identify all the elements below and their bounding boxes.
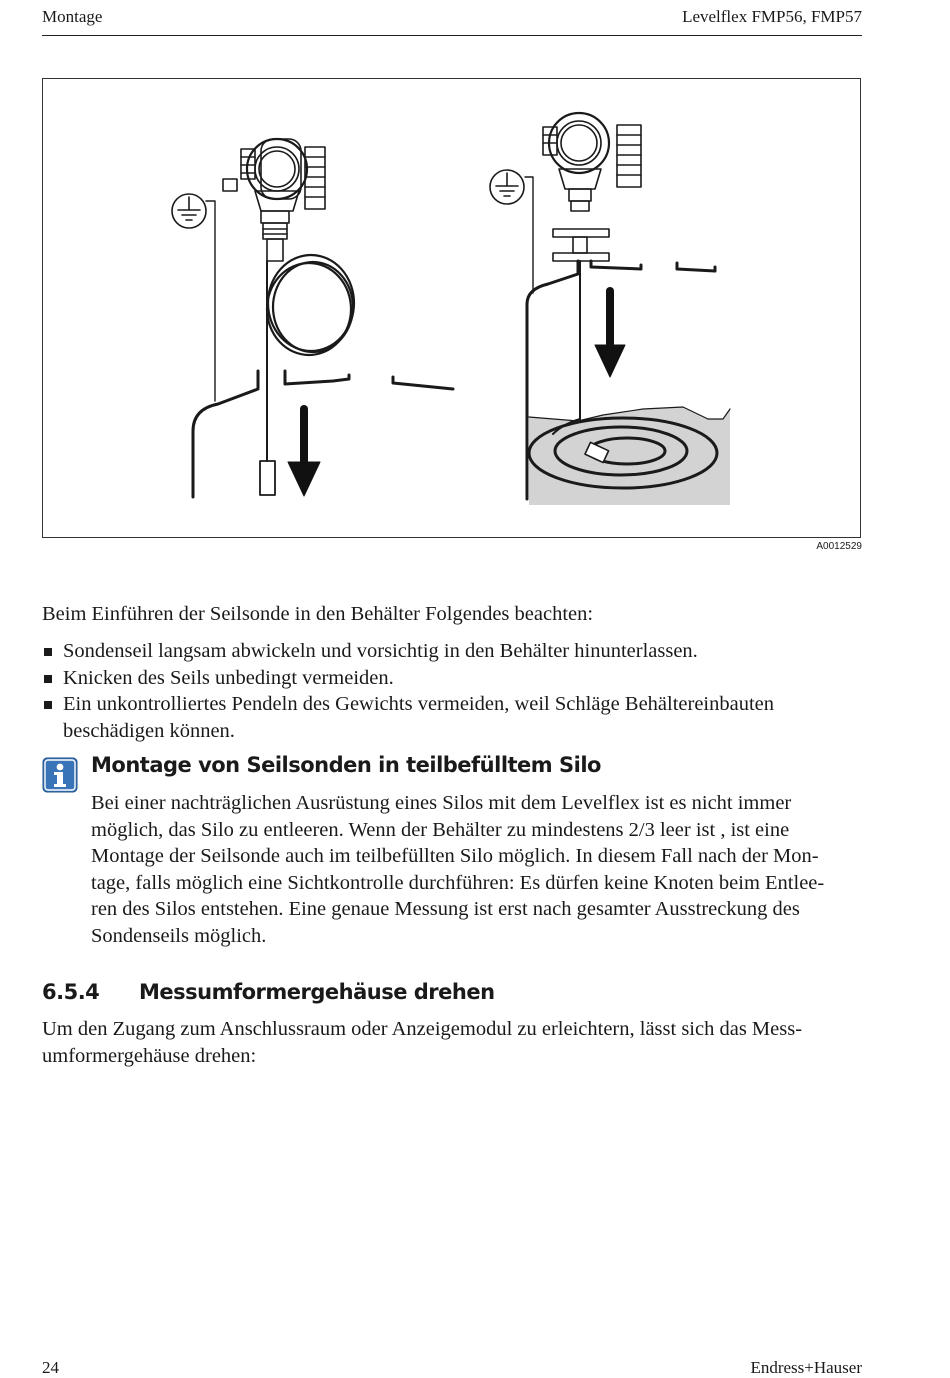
- note-line: Bei einer nachträglichen Ausrüstung eines Silos mit dem Levelflex ist es nicht immer: [91, 792, 792, 814]
- list-item: Knicken des Seils unbedingt vermeiden.: [42, 665, 842, 692]
- intro-text: Beim Einführen der Seilsonde in den Behälter Folgendes beachten:: [42, 603, 594, 625]
- section-body: [42, 1016, 862, 1069]
- note-line: ren des Silos entstehen. Eine genaue Messung ist erst nach gesamter Ausstreckung des: [91, 898, 800, 920]
- header-section: Montage: [42, 7, 103, 26]
- right-ground-symbol: [490, 170, 524, 204]
- note-line: Sondenseils möglich.: [91, 924, 267, 947]
- section-number: 6.5.4: [42, 980, 100, 1004]
- list-item: Sondenseil langsam abwickeln und vorsichtig in den Behälter hinunterlassen.: [42, 638, 842, 665]
- note-line: möglich, das Silo zu entleeren. Wenn der Behälter zu mindestens 2/3 leer ist , ist eine: [91, 818, 790, 841]
- page-number: 24: [42, 1358, 59, 1377]
- footer-brand: Endress+Hauser: [750, 1358, 862, 1377]
- list-item: Ein unkontrolliertes Pendeln des Gewichts vermeiden, weil Schläge Behältereinbauten beschädigen können.: [42, 691, 842, 744]
- installation-figure: [42, 78, 861, 538]
- section-line: Um den Zugang zum Anschlussraum oder Anzeigemodul zu erleichtern, lässt sich das Mess-: [42, 1018, 803, 1040]
- section-title: Messumformergehäuse drehen: [139, 980, 495, 1004]
- section-line: umformergehäuse drehen:: [42, 1044, 257, 1067]
- info-icon: [42, 757, 78, 793]
- header-rule: [42, 35, 862, 36]
- note-body: [91, 790, 861, 949]
- figure-id: A0012529: [816, 541, 862, 552]
- rope-probe-illustration: [43, 79, 860, 537]
- note-line: Montage der Seilsonde auch im teilbefüllten Silo möglich. In diesem Fall nach der Mon-: [91, 845, 819, 867]
- header-product: Levelflex FMP56, FMP57: [682, 7, 862, 26]
- right-transmitter-housing: [543, 113, 641, 261]
- bullet-list: [42, 638, 842, 744]
- note-title: Montage von Seilsonden in teilbefülltem Silo: [91, 753, 601, 777]
- left-ground-symbol: [172, 194, 206, 228]
- left-transmitter-housing: [223, 139, 325, 261]
- note-line: tage, falls möglich eine Sichtkontrolle durchführen: Es dürfen keine Knoten beim Entlee-: [91, 871, 825, 894]
